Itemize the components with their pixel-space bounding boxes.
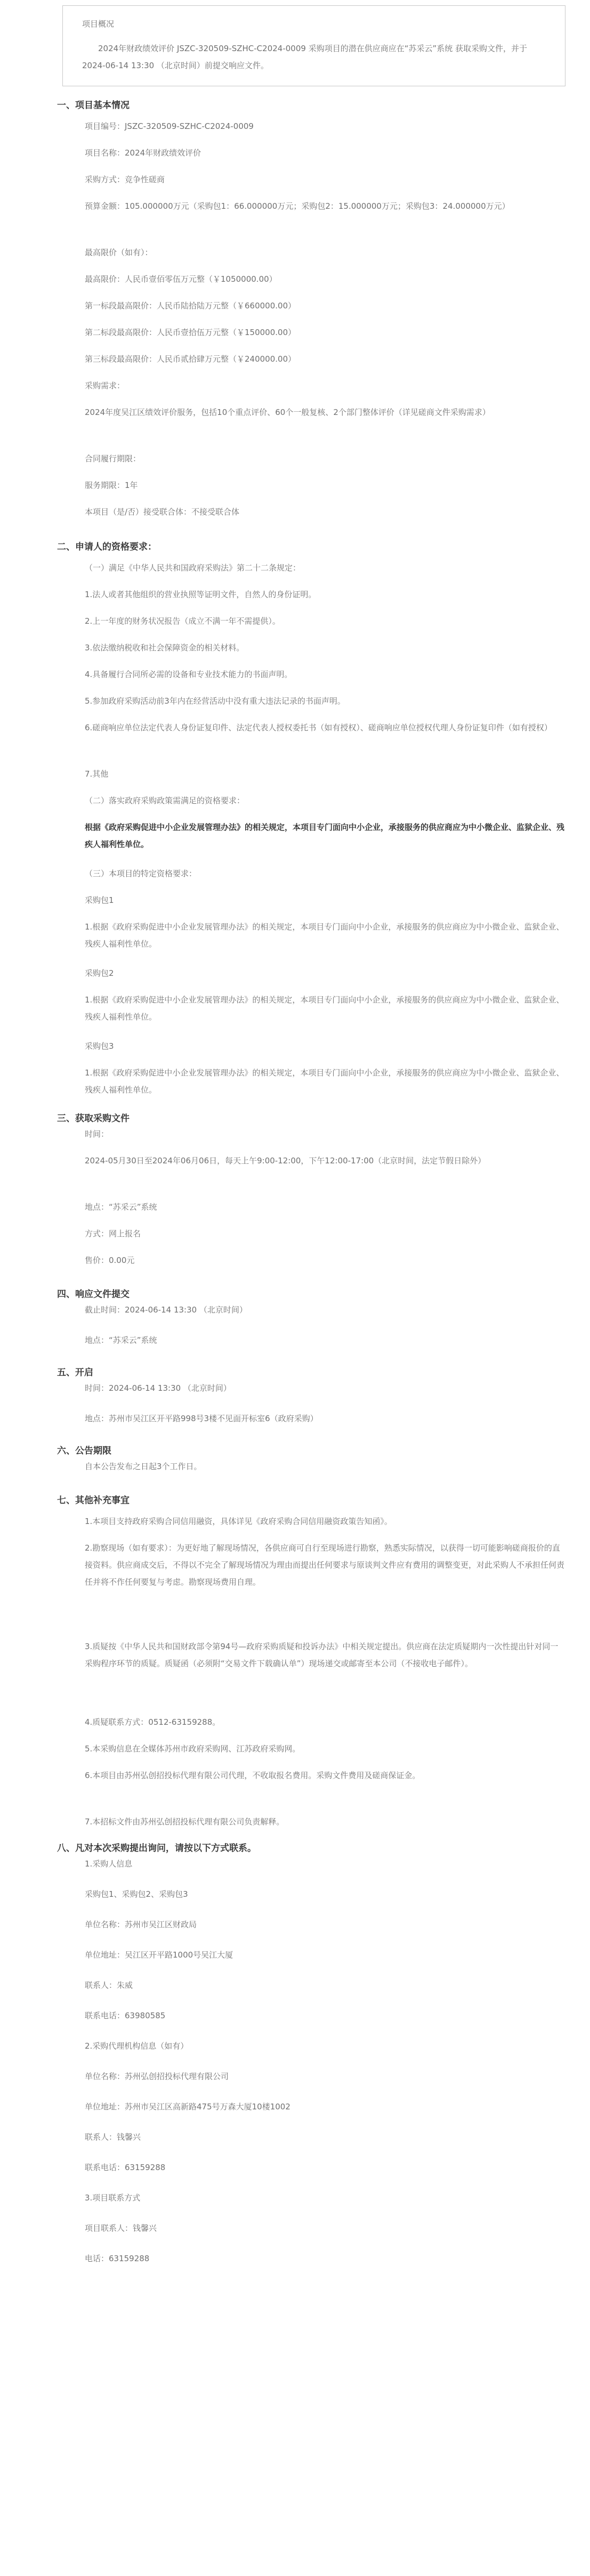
qual-item: 3.依法缴纳税收和社会保障资金的相关材料。 bbox=[85, 643, 245, 653]
contract-term-label: 合同履行期限： bbox=[85, 454, 141, 463]
other-item: 1.本项目支持政府采购合同信用融资，具体详见《政府采购合同信用融资政策告知函》。 bbox=[85, 1517, 392, 1526]
qual-item: 6.磋商响应单位法定代表人身份证复印件、法定代表人授权委托书（如有授权）、磋商响应单位授权代理人身份证复印件（如有授权） bbox=[85, 723, 552, 732]
agency-name: 单位名称：苏州弘创招投标代理有限公司 bbox=[85, 2072, 229, 2081]
purchaser-contact: 联系人：朱威 bbox=[85, 1980, 133, 1990]
obtain-time: 2024-05月30日至2024年06月06日，每天上午9:00-12:00，下午12:00-17:00（北京时间，法定节假日除外） bbox=[85, 1156, 486, 1165]
qual-law-22: （一）满足《中华人民共和国政府采购法》第二十二条规定： bbox=[85, 563, 301, 573]
other-item: 4.质疑联系方式：0512-63159288。 bbox=[85, 1717, 221, 1727]
summary-title: 项目概况 bbox=[82, 19, 115, 29]
lot2-max-price: 第二标段最高限价：人民币壹拾伍万元整（￥150000.00） bbox=[85, 328, 296, 337]
section-heading: 四、响应文件提交 bbox=[57, 1289, 130, 1300]
section-heading: 五、开启 bbox=[57, 1367, 93, 1378]
agency-contact: 联系人：钱馨兴 bbox=[85, 2132, 141, 2142]
procurement-method: 采购方式：竞争性磋商 bbox=[85, 175, 165, 184]
project-name: 项目名称：2024年财政绩效评价 bbox=[85, 148, 201, 158]
section-basic-info bbox=[57, 99, 569, 517]
joint-venture: 本项目（是/否）接受联合体：不接受联合体 bbox=[85, 507, 240, 517]
opening-location: 地点：苏州市吴江区开平路998号3楼不见面开标室6（政府采购） bbox=[85, 1414, 318, 1423]
section-heading: 七、其他补充事宜 bbox=[57, 1495, 130, 1506]
procurement-needs-label: 采购需求： bbox=[85, 381, 125, 390]
project-phone: 电话：63159288 bbox=[85, 2254, 150, 2263]
lot3-label: 采购包3 bbox=[85, 1041, 114, 1051]
section-heading: 二、申请人的资格要求： bbox=[57, 542, 157, 552]
section-announcement-period bbox=[57, 1445, 569, 1471]
service-period: 服务期限：1年 bbox=[85, 480, 138, 490]
qual-item: 1.法人或者其他组织的营业执照等证明文件，自然人的身份证明。 bbox=[85, 590, 317, 599]
submission-location: 地点：“苏采云”系统 bbox=[85, 1335, 157, 1345]
lot1-max-price: 第一标段最高限价：人民币陆拾陆万元整（￥660000.00） bbox=[85, 301, 296, 311]
agency-info-label: 2.采购代理机构信息（如有） bbox=[85, 2041, 189, 2051]
announcement-period: 自本公告发布之日起3个工作日。 bbox=[85, 1462, 202, 1471]
agency-address: 单位地址：苏州市吴江区高新路475号万森大厦10楼1002 bbox=[85, 2102, 290, 2112]
obtain-method: 方式：网上报名 bbox=[85, 1229, 141, 1238]
section-heading: 八、凡对本次采购提出询问，请按以下方式联系。 bbox=[57, 1843, 256, 1854]
sme-policy-statement: 根据《政府采购促进中小企业发展管理办法》的相关规定，本项目专门面向中小企业，承接服务的供应商应为中小微企业、监狱企业、残疾人福利性单位。 bbox=[85, 822, 565, 849]
qual-item: 5.参加政府采购活动前3年内在经营活动中没有重大违法记录的书面声明。 bbox=[85, 696, 345, 706]
section-obtain-documents bbox=[57, 1112, 569, 1265]
summary-text: 2024年财政绩效评价 JSZC-320509-SZHC-C2024-0009 采购项目的潜在供应商应在“苏采云”系统 获取采购文件，并于2024-06-14 13:30 （北京时间）前提交响应文件。 bbox=[82, 44, 528, 70]
qual-item: 2.上一年度的财务状况报告（成立不满一年不需提供）。 bbox=[85, 616, 280, 626]
section-other-matters bbox=[57, 1494, 569, 1827]
other-item: 5.本采购信息在全媒体苏州市政府采购网、江苏政府采购网。 bbox=[85, 1744, 301, 1754]
max-price-label: 最高限价（如有）： bbox=[85, 248, 153, 257]
obtain-location: 地点：“苏采云”系统 bbox=[85, 1202, 157, 1212]
purchaser-name: 单位名称：苏州市吴江区财政局 bbox=[85, 1920, 197, 1929]
other-item: 6.本项目由苏州弘创招投标代理有限公司代理，不收取报名费用。采购文件费用及磋商保证金。 bbox=[85, 1771, 421, 1780]
lot2-requirement: 1.根据《政府采购促进中小企业发展管理办法》的相关规定，本项目专门面向中小企业，承接服务的供应商应为中小微企业、监狱企业、残疾人福利性单位。 bbox=[85, 995, 564, 1022]
submission-deadline: 截止时间：2024-06-14 13:30 （北京时间） bbox=[85, 1305, 247, 1315]
section-heading: 六、公告期限 bbox=[57, 1446, 111, 1456]
specific-requirements-label: （三）本项目的特定资格要求： bbox=[85, 869, 197, 878]
project-contact: 项目联系人：钱馨兴 bbox=[85, 2223, 157, 2233]
lot2-label: 采购包2 bbox=[85, 968, 114, 978]
budget-amount: 预算金额：105.000000万元（采购包1：66.000000万元；采购包2：15.000000万元；采购包3：24.000000万元） bbox=[85, 201, 510, 211]
section-heading: 三、获取采购文件 bbox=[57, 1113, 130, 1124]
document-price: 售价：0.00元 bbox=[85, 1256, 135, 1265]
section-opening bbox=[57, 1366, 569, 1423]
project-summary-box bbox=[62, 5, 565, 86]
qual-item: 7.其他 bbox=[85, 769, 109, 779]
section-qualifications bbox=[57, 541, 569, 1095]
section-heading: 一、项目基本情况 bbox=[57, 100, 130, 111]
lot1-requirement: 1.根据《政府采购促进中小企业发展管理办法》的相关规定，本项目专门面向中小企业，承接服务的供应商应为中小微企业、监狱企业、残疾人福利性单位。 bbox=[85, 922, 564, 949]
procurement-needs: 2024年度吴江区绩效评价服务，包括10个重点评价、60个一般复核、2个部门整体评价（详见磋商文件采购需求） bbox=[85, 407, 490, 417]
other-item: 3.质疑按《中华人民共和国财政部令第94号—政府采购质疑和投诉办法》中相关规定提出。供应商在法定质疑期内一次性提出针对同一采购程序环节的质疑。质疑函（必须附“交易文件下载确认单”）现场递交或邮寄至本公司（不接收电子邮件）。 bbox=[85, 1642, 559, 1668]
opening-time: 时间：2024-06-14 13:30 （北京时间） bbox=[85, 1383, 231, 1393]
section-contacts bbox=[57, 1842, 569, 2263]
section-submission bbox=[57, 1288, 569, 1345]
qual-item: 4.具备履行合同所必需的设备和专业技术能力的书面声明。 bbox=[85, 670, 293, 679]
policy-requirements-label: （二）落实政府采购政策需满足的资格要求： bbox=[85, 796, 245, 805]
max-price: 最高限价：人民币壹佰零伍万元整（￥1050000.00） bbox=[85, 274, 277, 284]
other-item: 2.勘察现场（如有要求）：为更好地了解现场情况，各供应商可自行至现场进行勘察，熟悉实际情况，以获得一切可能影响磋商报价的直接资料。供应商成交后，不得以不完全了解现场情况为理由而提出任何要求与原谈判文件应有费用的调整变更，对此采购人不承担任何责任并将不作任何要复与考虑。勘察现场费用自理。 bbox=[85, 1543, 565, 1587]
other-item: 7.本招标文件由苏州弘创招投标代理有限公司负责解释。 bbox=[85, 1817, 285, 1827]
purchaser-info-label: 1.采购人信息 bbox=[85, 1859, 133, 1869]
project-number: 项目编号：JSZC-320509-SZHC-C2024-0009 bbox=[85, 121, 254, 131]
purchaser-address: 单位地址：吴江区开平路1000号吴江大厦 bbox=[85, 1950, 233, 1960]
lot3-max-price: 第三标段最高限价：人民币贰拾肆万元整（￥240000.00） bbox=[85, 354, 296, 364]
lot3-requirement: 1.根据《政府采购促进中小企业发展管理办法》的相关规定，本项目专门面向中小企业，承接服务的供应商应为中小微企业、监狱企业、残疾人福利性单位。 bbox=[85, 1068, 564, 1095]
purchaser-phone: 联系电话：63980585 bbox=[85, 2011, 166, 2020]
purchaser-lots: 采购包1、采购包2、采购包3 bbox=[85, 1889, 188, 1899]
lot1-label: 采购包1 bbox=[85, 895, 114, 905]
time-label: 时间： bbox=[85, 1129, 109, 1139]
agency-phone: 联系电话：63159288 bbox=[85, 2163, 166, 2172]
project-contact-label: 3.项目联系方式 bbox=[85, 2193, 141, 2203]
